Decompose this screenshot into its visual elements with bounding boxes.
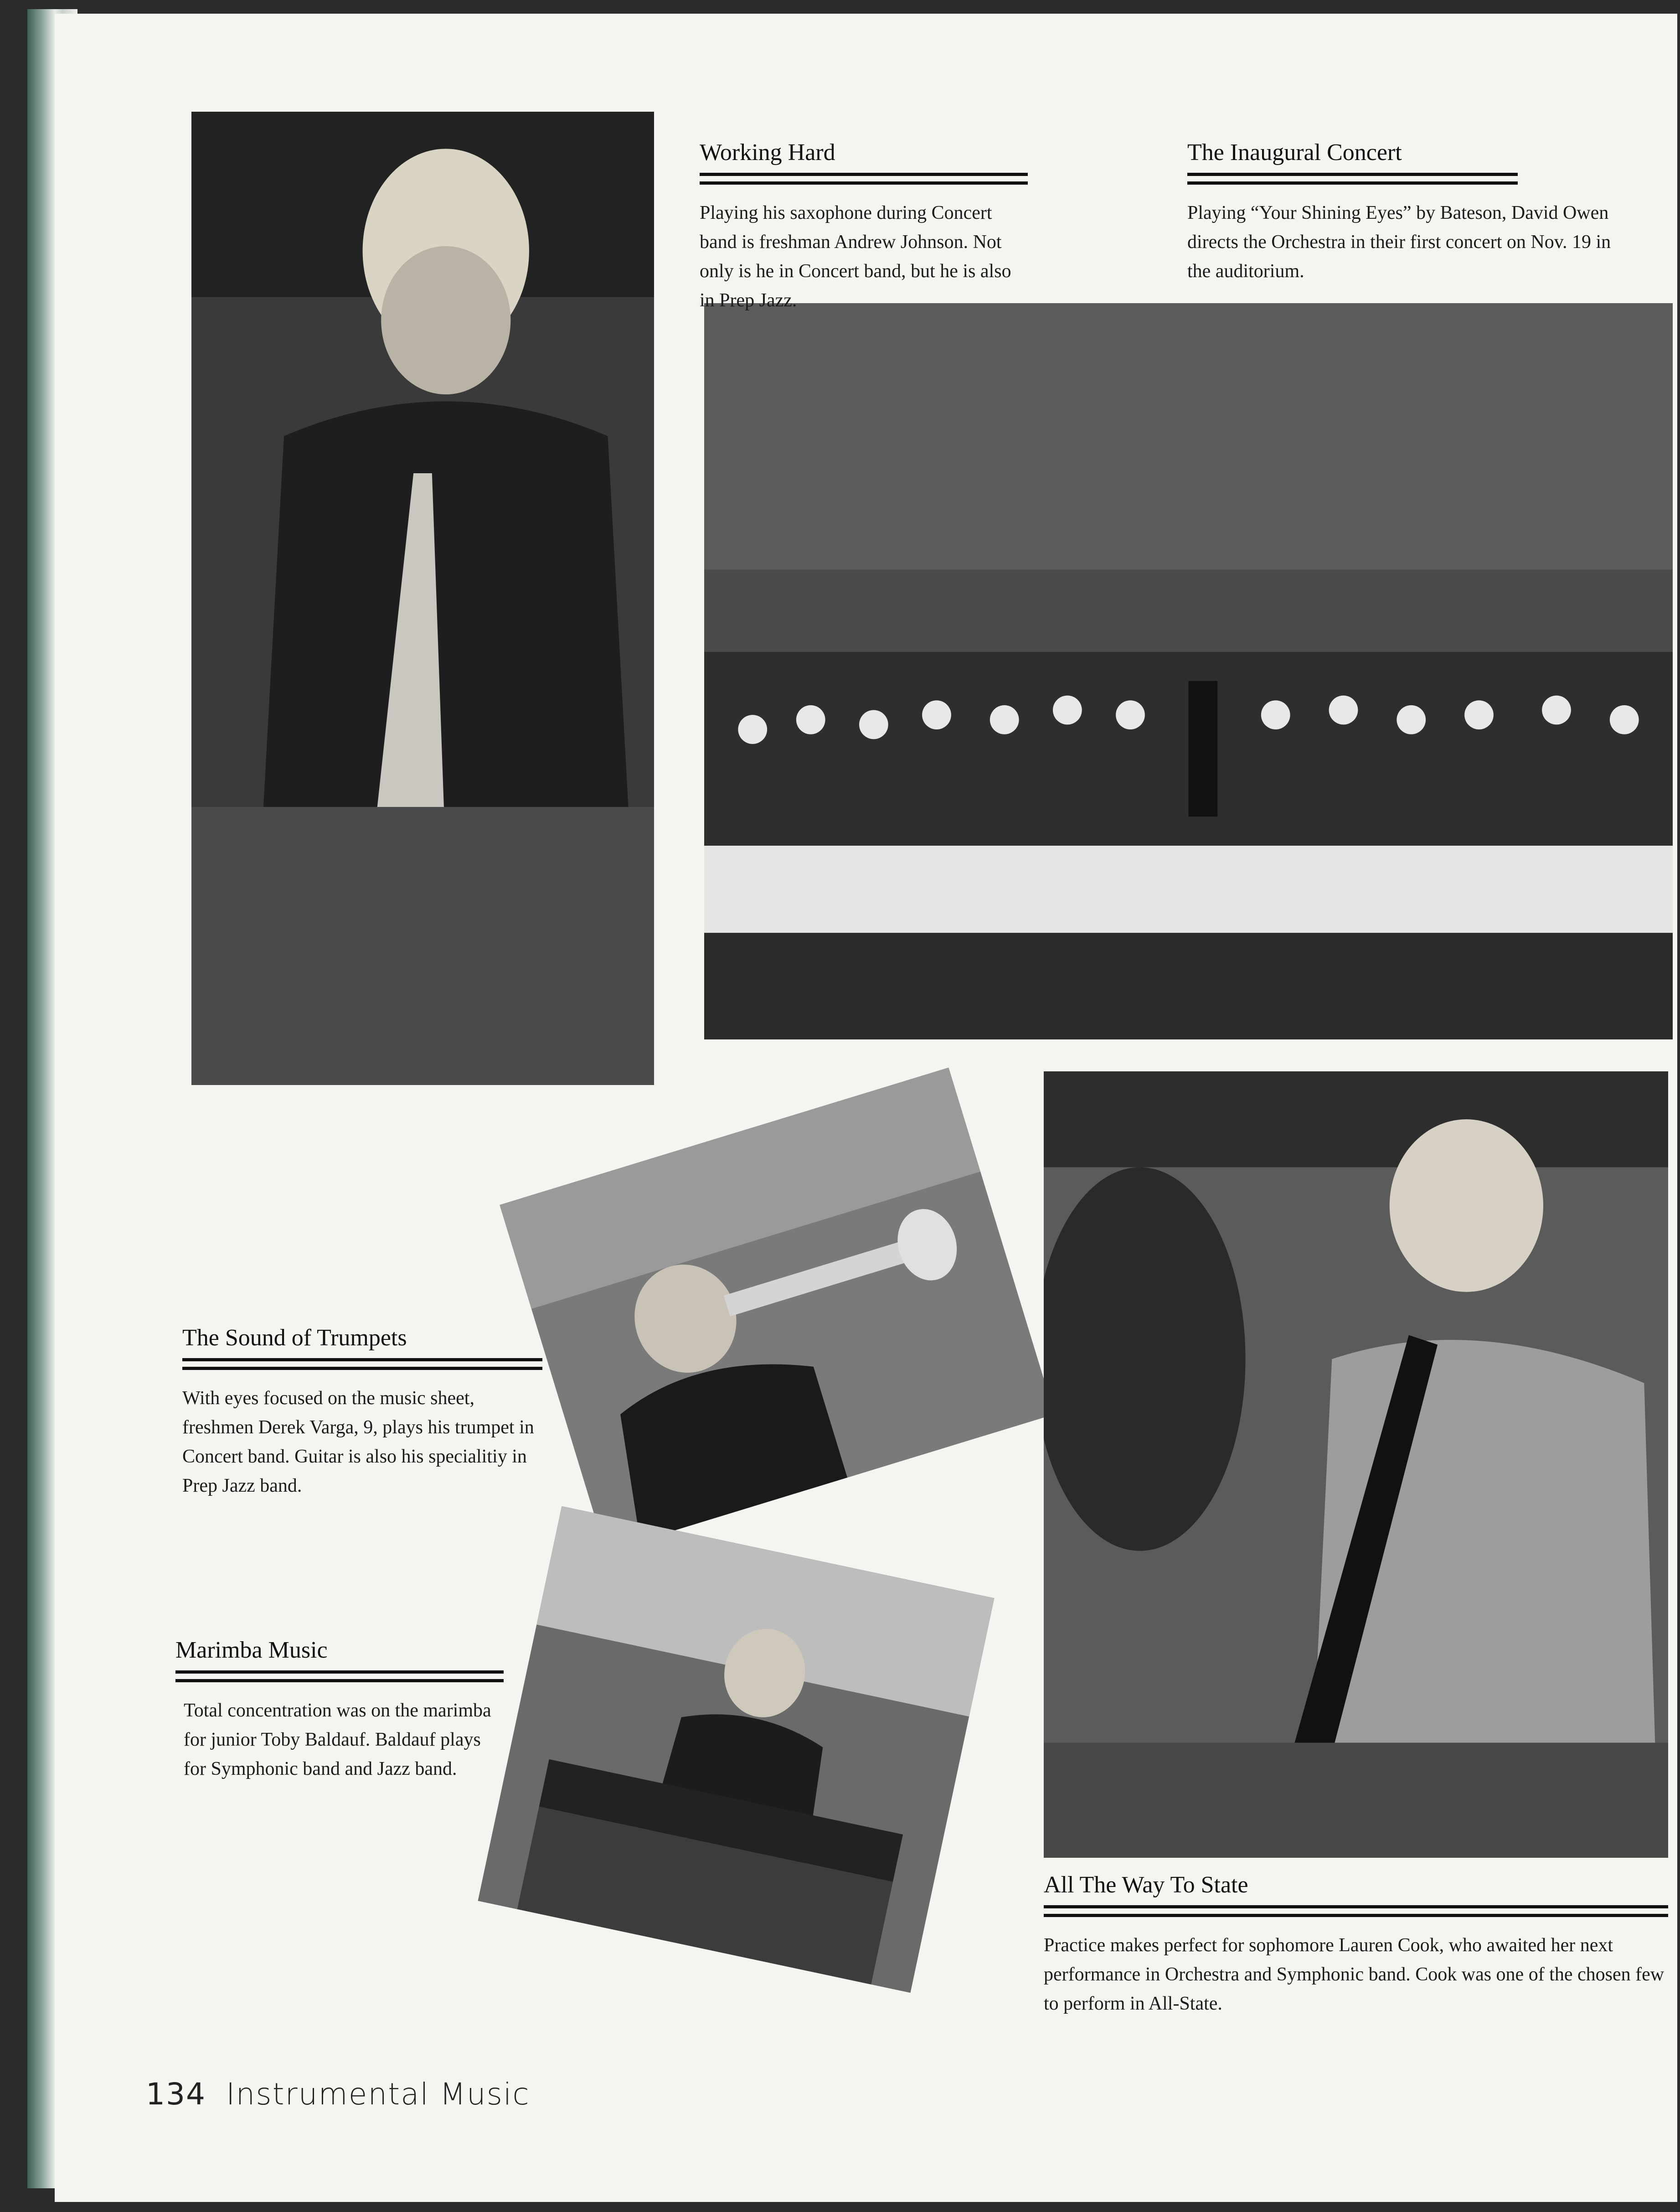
caption-text: With eyes focused on the music sheet, freshmen Derek Varga, 9, plays his trumpet in Concert band. Guitar is also his specialitiy in Prep Jazz band. xyxy=(182,1388,534,1496)
page-footer xyxy=(146,2077,530,2112)
caption-rule xyxy=(700,173,1028,185)
caption-title: The Sound of Trumpets xyxy=(182,1325,407,1351)
caption-all-the-way-to-state xyxy=(1044,1871,1668,2018)
caption-rule xyxy=(175,1670,504,1682)
photo-saxophone-player xyxy=(191,112,654,1085)
photo-orchestra-concert xyxy=(704,303,1673,1039)
caption-text: Practice makes perfect for sophomore Lauren Cook, who awaited her next performance in Orchestra and Symphonic band. Cook was one of the chosen few to perform in All-State. xyxy=(1044,1935,1665,2014)
section-title: Instrumental Music xyxy=(226,2077,530,2112)
caption-working-hard xyxy=(700,139,1028,315)
caption-text: Playing his saxophone during Concert band is freshman Andrew Johnson. Not only is he in Concert band, but he is also in Prep Jazz. xyxy=(700,202,1011,311)
photo-clarinet-player xyxy=(1044,1071,1668,1858)
caption-title: All The Way To State xyxy=(1044,1872,1248,1898)
caption-sound-of-trumpets xyxy=(182,1324,542,1500)
page-number: 134 xyxy=(146,2077,206,2112)
caption-inaugural-concert xyxy=(1187,139,1613,286)
caption-title: Working Hard xyxy=(700,140,835,165)
caption-title: Marimba Music xyxy=(175,1637,328,1663)
caption-marimba-music xyxy=(175,1637,504,1783)
caption-rule xyxy=(182,1358,542,1370)
caption-rule xyxy=(1187,173,1518,185)
caption-text: Playing “Your Shining Eyes” by Bateson, David Owen directs the Orchestra in their first concert on Nov. 19 in the auditorium. xyxy=(1187,202,1611,282)
caption-rule xyxy=(1044,1905,1668,1917)
caption-text: Total concentration was on the marimba for junior Toby Baldauf. Baldauf plays for Symphonic band and Jazz band. xyxy=(184,1700,491,1779)
caption-title: The Inaugural Concert xyxy=(1187,140,1402,165)
